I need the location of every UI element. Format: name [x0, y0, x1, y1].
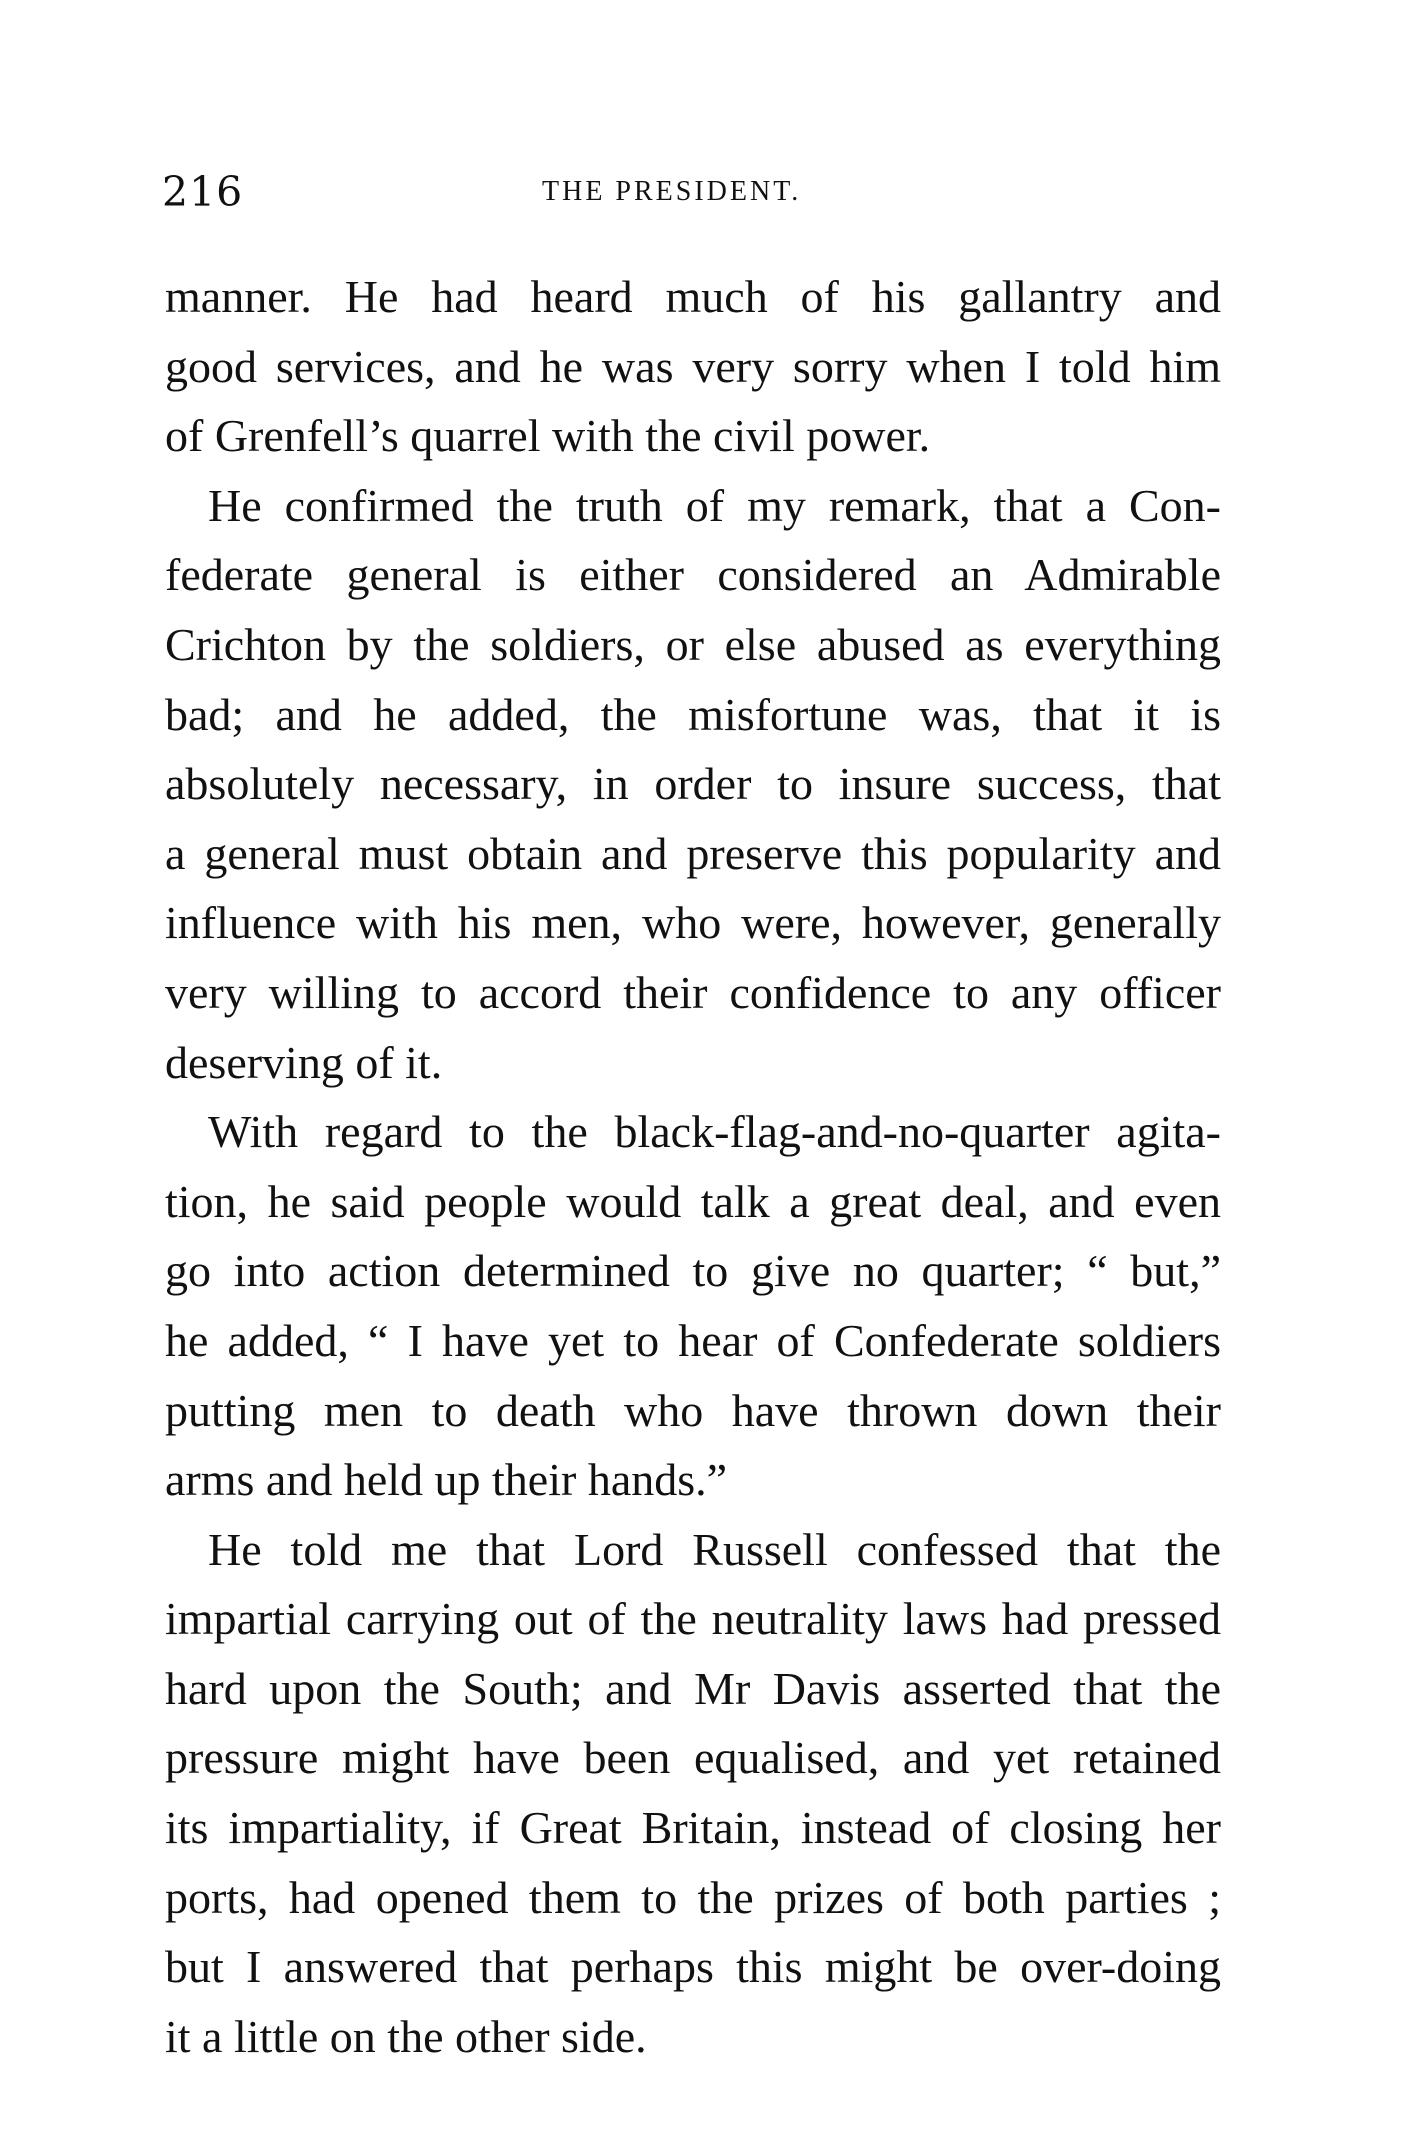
text-line: but I answered that perhaps this might be over-doing	[165, 1941, 1221, 1993]
text-line: a general must obtain and preserve this popularity and	[165, 827, 1221, 879]
text-line: arms and held up their hands.”	[165, 1454, 728, 1506]
text-line: very willing to accord their confidence to any officer	[165, 966, 1221, 1018]
text-line: federate general is either considered an Admirable	[165, 549, 1221, 601]
page-number: 216	[162, 168, 244, 216]
text-line: He confirmed the truth of my remark, that a Con-	[208, 479, 1221, 531]
text-line: he added, “ I have yet to hear of Confederate soldiers	[165, 1314, 1221, 1366]
text-line: ports, had opened them to the prizes of both parties ;	[165, 1871, 1221, 1923]
text-line: it a little on the other side.	[165, 2010, 647, 2062]
text-line: deserving of it.	[165, 1036, 443, 1088]
text-line: influence with his men, who were, however, generally	[165, 897, 1221, 949]
text-line: manner. He had heard much of his gallantry and	[165, 271, 1221, 322]
paragraph	[165, 262, 1221, 471]
running-title: THE PRESIDENT.	[542, 176, 802, 207]
text-line: absolutely necessary, in order to insure success, that	[165, 758, 1221, 810]
text-line: He told me that Lord Russell confessed that the	[208, 1523, 1221, 1575]
text-line: of Grenfell’s quarrel with the civil power.	[165, 410, 931, 462]
body-text	[165, 262, 1221, 2071]
paragraph	[165, 1515, 1221, 2072]
paragraph	[165, 471, 1221, 1097]
text-line: pressure might have been equalised, and yet retained	[165, 1732, 1221, 1784]
text-line: With regard to the black-flag-and-no-quarter agita-	[208, 1106, 1221, 1158]
text-line: bad; and he added, the misfortune was, that it is	[165, 688, 1221, 740]
paragraph	[165, 1097, 1221, 1515]
running-head	[162, 168, 1222, 218]
text-line: go into action determined to give no quarter; “ but,”	[165, 1245, 1221, 1297]
text-line: tion, he said people would talk a great deal, and even	[165, 1175, 1221, 1227]
text-line: impartial carrying out of the neutrality laws had pressed	[165, 1593, 1221, 1645]
text-line: hard upon the South; and Mr Davis asserted that the	[165, 1662, 1221, 1714]
text-line: Crichton by the soldiers, or else abused as everything	[165, 618, 1221, 670]
text-line: putting men to death who have thrown down their	[165, 1384, 1221, 1436]
text-line: good services, and he was very sorry when I told him	[165, 340, 1221, 392]
text-line: its impartiality, if Great Britain, instead of closing her	[165, 1802, 1221, 1854]
